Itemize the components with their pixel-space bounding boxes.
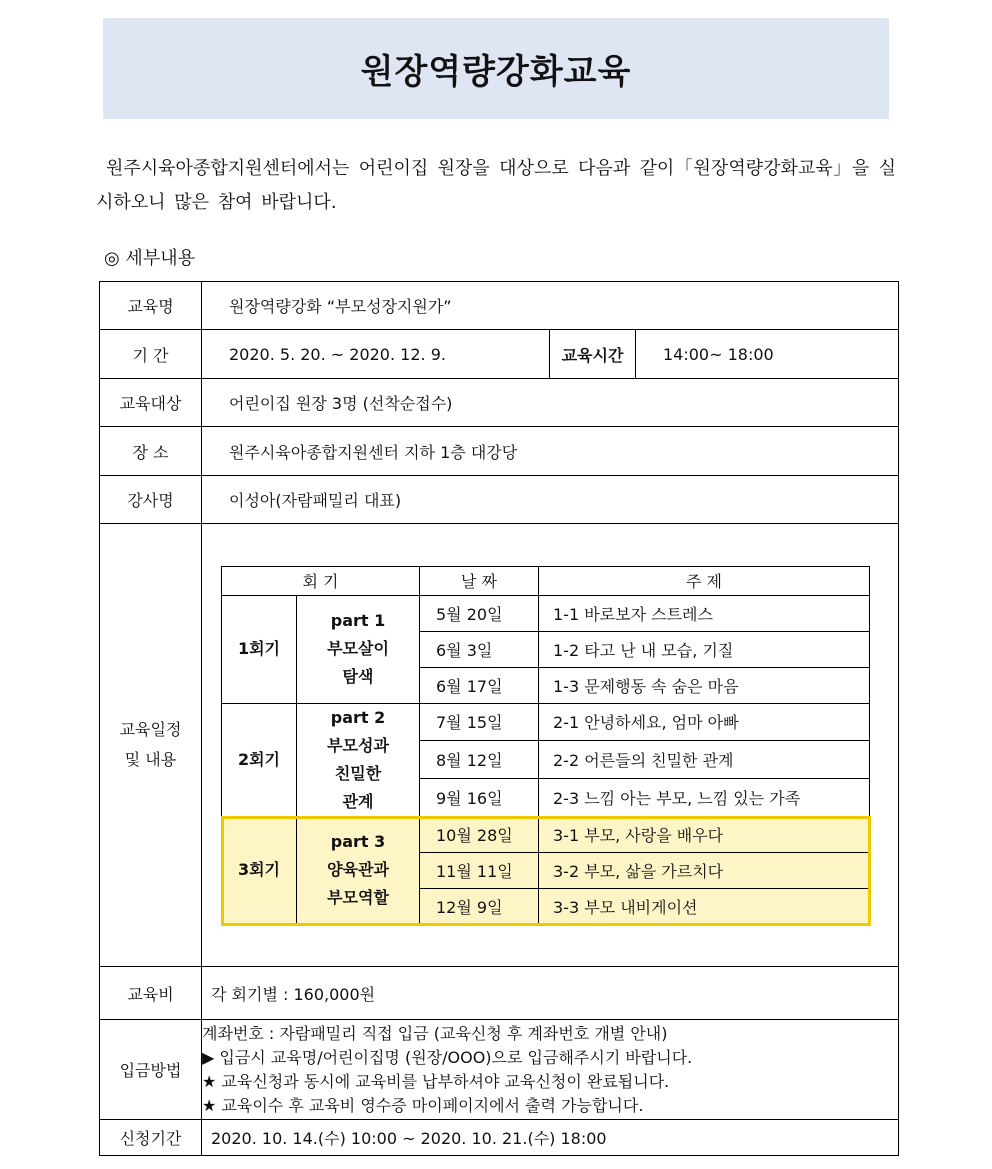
- session-topic: 3-1 부모, 사랑을 배우다: [539, 816, 870, 852]
- session-date: 6월 3일: [420, 631, 539, 667]
- schedule-cell: [202, 524, 899, 967]
- header-date: 날 짜: [420, 566, 539, 595]
- session-1-part: part 1 부모살이 탐색: [297, 595, 420, 703]
- row-lecturer: [100, 476, 899, 524]
- session-date: 5월 20일: [420, 595, 539, 631]
- schedule-table: [221, 566, 870, 925]
- name-value: 원장역량강화 “부모성장지원가”: [202, 282, 899, 330]
- fee-label: 교육비: [100, 967, 202, 1020]
- session-2-part: part 2 부모성과 친밀한 관계: [297, 703, 420, 816]
- row-fee: [100, 967, 899, 1020]
- session-date: 11월 11일: [420, 852, 539, 888]
- period-value: 2020. 5. 20. ~ 2020. 12. 9.: [202, 330, 550, 379]
- session-date: 8월 12일: [420, 741, 539, 779]
- row-schedule: [100, 524, 899, 967]
- payment-line: ★ 교육이수 후 교육비 영수증 마이페이지에서 출력 가능합니다.: [202, 1095, 644, 1115]
- session-date: 10월 28일: [420, 816, 539, 852]
- session-3-part: part 3 양육관과 부모역할: [297, 816, 420, 924]
- row-place: [100, 427, 899, 476]
- payment-line: 계좌번호 : 자람패밀리 직접 입금 (교육신청 후 계좌번호 개별 안내): [202, 1023, 668, 1043]
- header-session: 회 기: [222, 566, 420, 595]
- name-label: 교육명: [100, 282, 202, 330]
- row-name: [100, 282, 899, 330]
- payment-line: ▶ 입금시 교육명/어린이집명 (원장/OOO)으로 입금해주시기 바랍니다.: [202, 1047, 693, 1067]
- time-value: 14:00~ 18:00: [636, 330, 899, 379]
- schedule-label-2: 및 내용: [124, 750, 177, 769]
- session-2-label: 2회기: [222, 703, 297, 816]
- session-topic: 2-2 어른들의 친밀한 관계: [539, 741, 870, 779]
- session-topic: 1-3 문제행동 속 숨은 마음: [539, 667, 870, 703]
- fee-value: 각 회기별 : 160,000원: [202, 967, 899, 1020]
- header-topic: 주 제: [539, 566, 870, 595]
- place-value: 원주시육아종합지원센터 지하 1층 대강당: [202, 427, 899, 476]
- session-topic: 3-2 부모, 삶을 가르치다: [539, 852, 870, 888]
- place-label: 장 소: [100, 427, 202, 476]
- row-payment: [100, 1020, 899, 1120]
- row-target: [100, 379, 899, 427]
- apply-value: 2020. 10. 14.(수) 10:00 ~ 2020. 10. 21.(수) 18:00: [202, 1120, 899, 1156]
- table-row: [222, 595, 870, 631]
- intro-paragraph: [96, 152, 896, 220]
- apply-label: 신청기간: [100, 1120, 202, 1156]
- section-label: ◎ 세부내용: [104, 248, 195, 269]
- session-date: 9월 16일: [420, 778, 539, 816]
- payment-line: ★ 교육신청과 동시에 교육비를 납부하셔야 교육신청이 완료됩니다.: [202, 1071, 670, 1091]
- session-3-label: 3회기: [222, 816, 297, 924]
- session-date: 7월 15일: [420, 703, 539, 741]
- session-topic: 3-3 부모 내비게이션: [539, 888, 870, 924]
- table-row: [222, 703, 870, 741]
- details-table: [99, 281, 899, 1156]
- lecturer-value: 이성아(자람패밀리 대표): [202, 476, 899, 524]
- period-label: 기 간: [100, 330, 202, 379]
- session-date: 6월 17일: [420, 667, 539, 703]
- page-title: 원장역량강화교육: [103, 18, 889, 119]
- schedule-label: [100, 524, 202, 967]
- row-period: [100, 330, 899, 379]
- schedule-header-row: [222, 566, 870, 595]
- table-row-highlighted: [222, 816, 870, 852]
- session-1-label: 1회기: [222, 595, 297, 703]
- lecturer-label: 강사명: [100, 476, 202, 524]
- time-label: 교육시간: [550, 330, 636, 379]
- session-topic: 2-3 느낌 아는 부모, 느낌 있는 가족: [539, 778, 870, 816]
- schedule-label-1: 교육일정: [119, 720, 182, 739]
- row-apply: [100, 1120, 899, 1156]
- session-topic: 1-2 타고 난 내 모습, 기질: [539, 631, 870, 667]
- target-value: 어린이집 원장 3명 (선착순접수): [202, 379, 899, 427]
- session-date: 12월 9일: [420, 888, 539, 924]
- payment-value: [202, 1020, 899, 1120]
- target-label: 교육대상: [100, 379, 202, 427]
- intro-text: 원주시육아종합지원센터에서는 어린이집 원장을 대상으로 다음과 같이「원장역량강화교육」을 실시하오니 많은 참여 바랍니다.: [96, 158, 896, 213]
- session-topic: 2-1 안녕하세요, 엄마 아빠: [539, 703, 870, 741]
- payment-label: 입금방법: [100, 1020, 202, 1120]
- session-topic: 1-1 바로보자 스트레스: [539, 595, 870, 631]
